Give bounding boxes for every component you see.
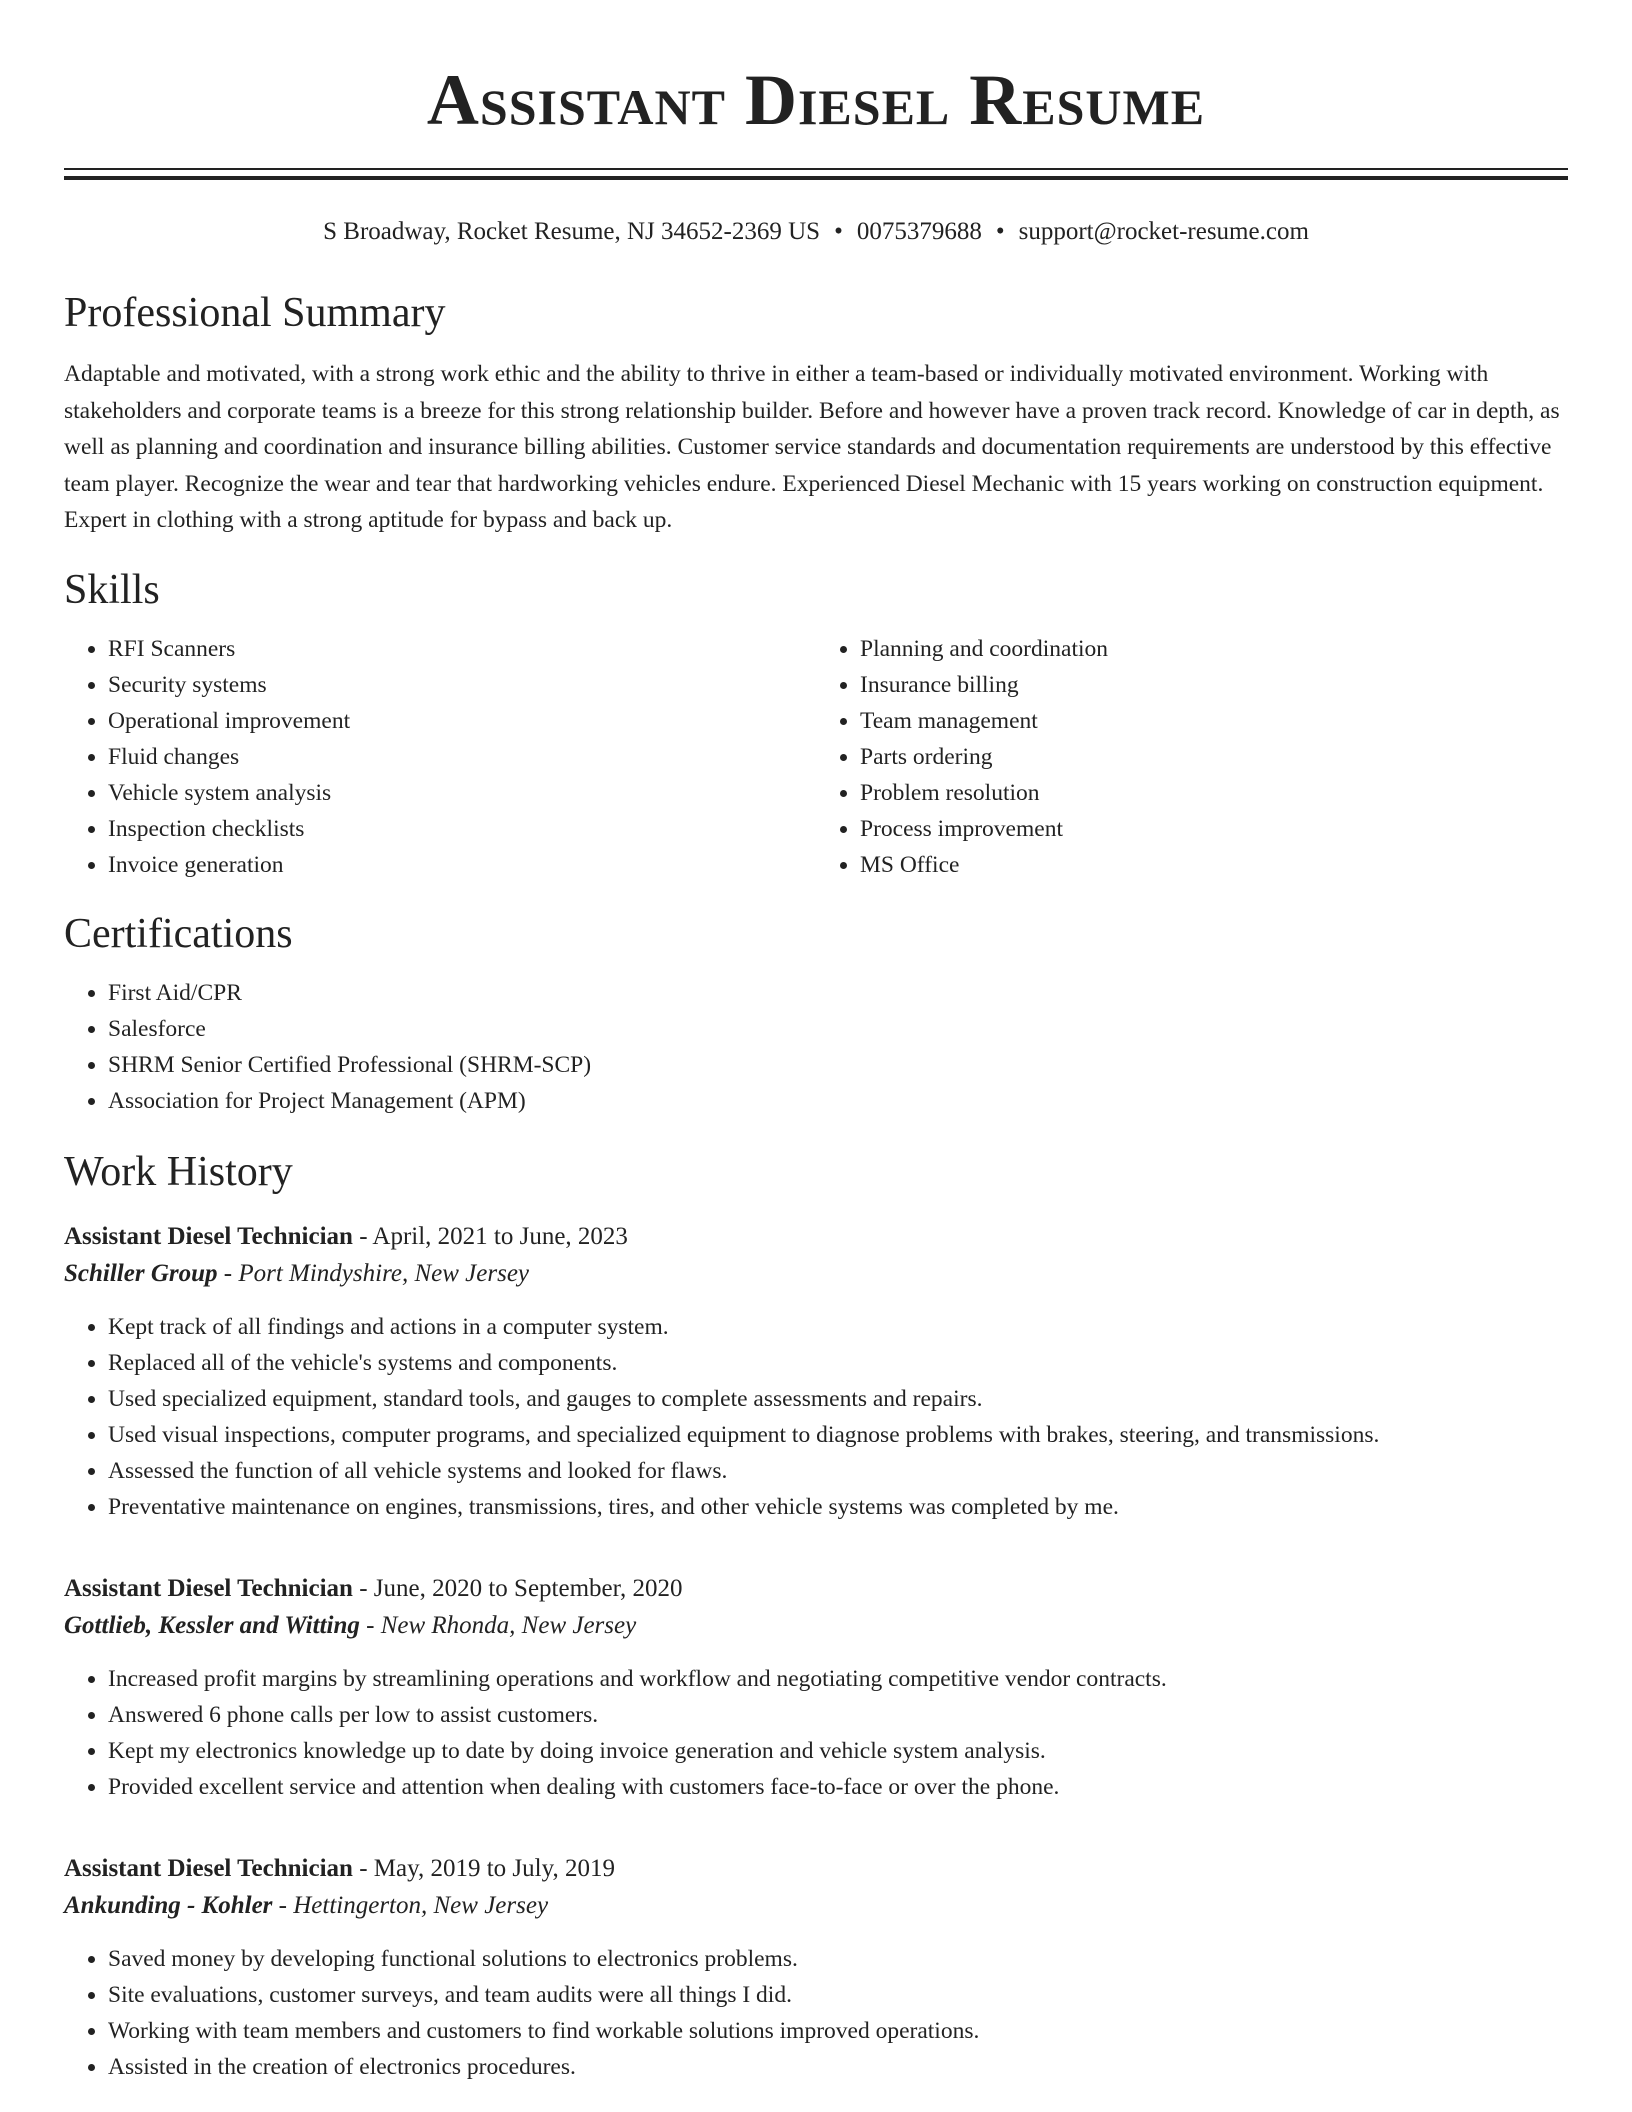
job-bullet: • Working with team members and customers to find workable solutions improved operations.: [108, 2013, 1568, 2049]
contact-phone: 0075379688: [856, 218, 982, 245]
job-entry: [64, 1219, 1568, 1525]
job-role: Assistant Diesel Technician: [64, 1222, 353, 1250]
certifications-list: [64, 975, 1568, 1119]
job-location: - Port Mindyshire, New Jersey: [217, 1259, 530, 1287]
job-dates: - April, 2021 to June, 2023: [352, 1222, 628, 1250]
job-bullet: • Kept track of all findings and actions in a computer system.: [108, 1309, 1568, 1345]
contact-address: S Broadway, Rocket Resume, NJ 34652-2369 US: [323, 218, 821, 245]
summary-text: Adaptable and motivated, with a strong work ethic and the ability to thrive in either a team-based or individually motivated environment. Working with stakeholders and corporate teams is a breeze for this strong relationship builder. Before and however have a proven track record. Knowledge of car in depth, as well as planning and coordination and insurance billing abilities. Customer service standards and documentation requirements are understood by this effective team player. Recognize the wear and tear that hardworking vehicles endure. Experienced Diesel Mechanic with 15 years working on construction equipment. Expert in clothing with a strong aptitude for bypass and back up.: [64, 361, 1560, 533]
job-bullets: [64, 1309, 1568, 1525]
summary-heading: Professional Summary: [64, 290, 446, 336]
title-divider-thin: [64, 168, 1568, 170]
skill-item: • RFI Scanners: [108, 631, 816, 667]
resume-page: [64, 0, 1568, 2085]
job-dates: - June, 2020 to September, 2020: [352, 1574, 683, 1602]
certification-item: • Salesforce: [108, 1011, 1568, 1047]
skill-item: • Planning and coordination: [860, 631, 1568, 667]
job-bullet: • Preventative maintenance on engines, transmissions, tires, and other vehicle systems was completed by me.: [108, 1489, 1568, 1525]
job-bullet: • Provided excellent service and attention when dealing with customers face-to-face or over the phone.: [108, 1769, 1568, 1805]
skill-item: • Fluid changes: [108, 739, 816, 775]
job-location: - New Rhonda, New Jersey: [359, 1611, 637, 1639]
job-title-line: [64, 1851, 1568, 1887]
job-location: - Hettingerton, New Jersey: [272, 1891, 549, 1919]
job-bullet: • Used visual inspections, computer programs, and specialized equipment to diagnose problems with brakes, steering, and transmissions.: [108, 1417, 1568, 1453]
job-company-line: [64, 1255, 1568, 1293]
skill-item: • Operational improvement: [108, 703, 816, 739]
skill-item: • MS Office: [860, 847, 1568, 883]
skill-item: • Inspection checklists: [108, 811, 816, 847]
skill-item: • Security systems: [108, 667, 816, 703]
job-bullet: • Answered 6 phone calls per low to assist customers.: [108, 1697, 1568, 1733]
certifications-heading: Certifications: [64, 910, 293, 957]
job-bullet: • Kept my electronics knowledge up to date by doing invoice generation and vehicle system analysis.: [108, 1733, 1568, 1769]
job-bullets: [64, 1941, 1568, 2085]
skills-list-right: [816, 631, 1568, 883]
skill-item: • Problem resolution: [860, 775, 1568, 811]
job-bullet: • Assessed the function of all vehicle systems and looked for flaws.: [108, 1453, 1568, 1489]
contact-separator: •: [834, 218, 843, 245]
job-role: Assistant Diesel Technician: [64, 1854, 353, 1882]
job-bullet: • Saved money by developing functional solutions to electronics problems.: [108, 1941, 1568, 1977]
job-entry: [64, 1851, 1568, 2085]
work-history-heading: Work History: [64, 1148, 293, 1195]
job-company-line: [64, 1887, 1568, 1925]
skills-heading: Skills: [64, 566, 160, 613]
contact-separator: •: [995, 218, 1005, 245]
skill-item: • Team management: [860, 703, 1568, 739]
skills-list-left: [64, 631, 816, 883]
job-title-line: [64, 1219, 1568, 1255]
skill-item: • Insurance billing: [860, 667, 1568, 703]
job-title-line: [64, 1571, 1568, 1607]
contact-email: support@rocket-resume.com: [1018, 218, 1309, 245]
title-divider-thick: [64, 176, 1568, 180]
job-dates: - May, 2019 to July, 2019: [352, 1854, 615, 1882]
resume-title: Assistant Diesel Resume: [426, 60, 1206, 140]
job-bullet: • Assisted in the creation of electronics procedures.: [108, 2049, 1568, 2085]
job-entry: [64, 1571, 1568, 1805]
skill-item: • Process improvement: [860, 811, 1568, 847]
job-bullet: • Increased profit margins by streamlining operations and workflow and negotiating competitive vendor contracts.: [108, 1661, 1568, 1697]
job-company: Ankunding - Kohler: [64, 1891, 273, 1919]
certification-item: • Association for Project Management (APM): [108, 1083, 1568, 1119]
job-bullet: • Used specialized equipment, standard tools, and gauges to complete assessments and repairs.: [108, 1381, 1568, 1417]
contact-line: [64, 216, 1568, 248]
job-company: Gottlieb, Kessler and Witting: [64, 1611, 360, 1639]
skill-item: • Parts ordering: [860, 739, 1568, 775]
skills-columns: [64, 631, 1568, 883]
job-company: Schiller Group: [64, 1259, 218, 1287]
job-bullets: [64, 1661, 1568, 1805]
job-role: Assistant Diesel Technician: [64, 1574, 353, 1602]
certification-item: • First Aid/CPR: [108, 975, 1568, 1011]
skill-item: • Vehicle system analysis: [108, 775, 816, 811]
job-company-line: [64, 1607, 1568, 1645]
job-bullet: • Site evaluations, customer surveys, and team audits were all things I did.: [108, 1977, 1568, 2013]
job-bullet: • Replaced all of the vehicle's systems and components.: [108, 1345, 1568, 1381]
skill-item: • Invoice generation: [108, 847, 816, 883]
certification-item: • SHRM Senior Certified Professional (SHRM-SCP): [108, 1047, 1568, 1083]
